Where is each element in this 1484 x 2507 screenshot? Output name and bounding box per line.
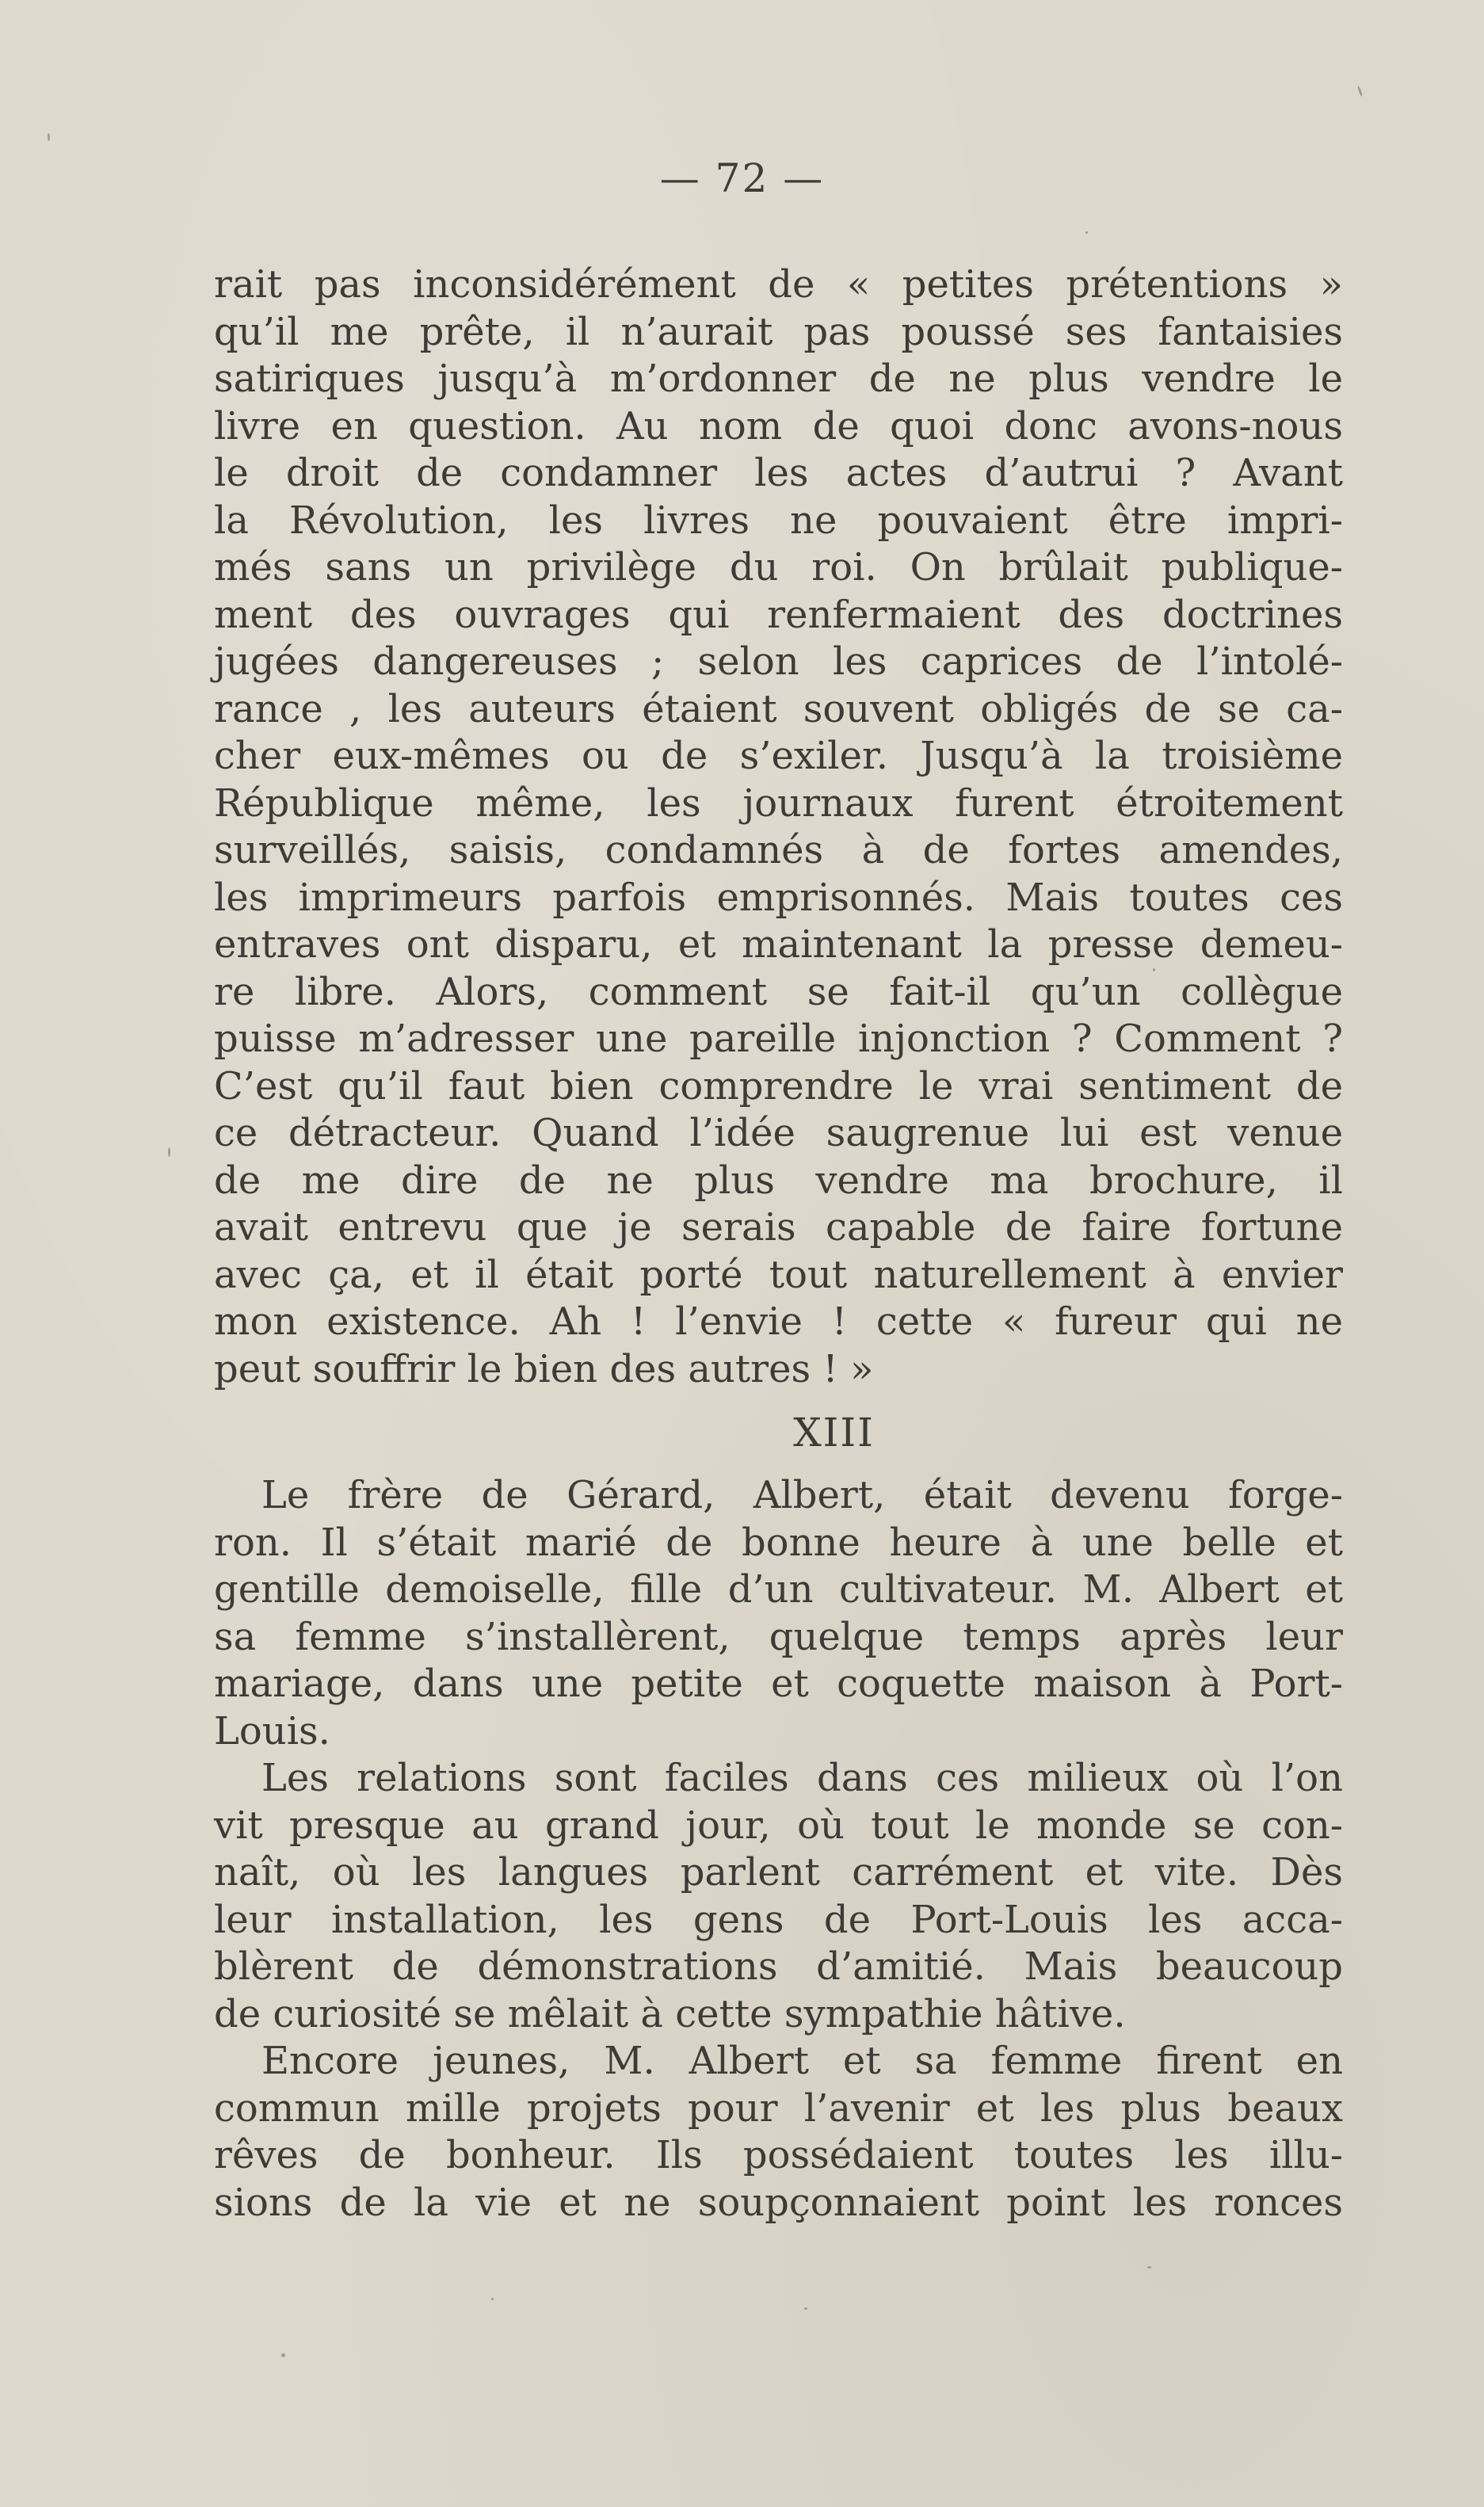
text-line: Le frère de Gérard, Albert, était devenu forge- — [261, 1473, 1343, 1517]
text-line: République même, les journaux furent étroitement — [214, 780, 1343, 826]
text-line: avec ça, et il était porté tout naturellement à envier — [214, 1252, 1343, 1297]
text-line: rêves de bonheur. Ils possédaient toutes les illu- — [214, 2133, 1343, 2177]
paper-speck — [168, 1147, 170, 1157]
text-line: livre en question. Au nom de quoi donc avons-nous — [214, 403, 1343, 448]
text-line: leur installation, les gens de Port-Louis les acca- — [214, 1897, 1343, 1942]
paper-speck — [804, 2307, 807, 2310]
body-text — [214, 261, 1343, 2227]
text-line: rait pas inconsidérément de « petites prétentions » — [214, 262, 1343, 307]
paragraph — [214, 1755, 1343, 2038]
text-line: ron. Il s’était marié de bonne heure à une belle et — [214, 1520, 1343, 1565]
text-line: commun mille projets pour l’avenir et les plus beaux — [214, 2085, 1343, 2131]
paragraph — [214, 2038, 1343, 2227]
text-line: la Révolution, les livres ne pouvaient être impri- — [214, 498, 1343, 543]
text-line: de me dire de ne plus vendre ma brochure, il — [214, 1158, 1343, 1203]
text-line: de curiosité se mêlait à cette sympathie hâtive. — [214, 1991, 1126, 2036]
paper-speck — [48, 133, 50, 141]
text-line: naît, où les langues parlent carrément et vite. Dès — [214, 1850, 1343, 1895]
paper-speck — [281, 2353, 285, 2357]
text-line: rance , les auteurs étaient souvent obligés de se ca- — [214, 686, 1343, 731]
paragraph — [214, 1472, 1343, 1755]
text-line: les imprimeurs parfois emprisonnés. Mais toutes ces — [214, 875, 1343, 920]
text-line: le droit de condamner les actes d’autrui ? Avant — [214, 451, 1343, 495]
page-number: — 72 — — [659, 155, 825, 201]
text-line: jugées dangereuses ; selon les caprices de l’intolé- — [214, 639, 1343, 684]
text-line: sions de la vie et ne soupçonnaient point les ronces — [214, 2180, 1343, 2225]
chapter-heading: XIII — [793, 1410, 875, 1456]
text-line: ce détracteur. Quand l’idée saugrenue lui est venue — [214, 1111, 1343, 1155]
text-line: cher eux-mêmes ou de s’exiler. Jusqu’à la troisième — [214, 734, 1343, 778]
paper-speck — [1147, 2266, 1151, 2269]
paper-speck — [1085, 231, 1088, 234]
text-line: ment des ouvrages qui renfermaient des doctrines — [214, 592, 1343, 637]
text-line: vit presque au grand jour, où tout le monde se con- — [214, 1803, 1343, 1848]
text-line: entraves ont disparu, et maintenant la presse demeu- — [214, 922, 1343, 967]
text-line: Encore jeunes, M. Albert et sa femme firent en — [261, 2039, 1343, 2083]
text-line: mariage, dans une petite et coquette maison à Port- — [214, 1662, 1343, 1706]
text-line: C’est qu’il faut bien comprendre le vrai sentiment de — [214, 1063, 1343, 1108]
text-line: qu’il me prête, il n’aurait pas poussé ses fantaisies — [214, 309, 1343, 354]
text-line: surveillés, saisis, condamnés à de fortes amendes, — [214, 828, 1343, 872]
text-line: re libre. Alors, comment se fait-il qu’un collègue — [214, 969, 1343, 1014]
text-line: Les relations sont faciles dans ces milieux où l’on — [261, 1756, 1343, 1800]
text-line: puisse m’adresser une pareille injonction ? Comment ? — [214, 1017, 1343, 1061]
text-line: més sans un privilège du roi. On brûlait publique- — [214, 545, 1343, 590]
paragraph — [214, 261, 1343, 1393]
text-line: gentille demoiselle, fille d’un cultivateur. M. Albert et — [214, 1567, 1343, 1612]
text-line: peut souffrir le bien des autres ! » — [214, 1346, 874, 1391]
paper-speck — [1357, 86, 1364, 97]
text-line: mon existence. Ah ! l’envie ! cette « fureur qui ne — [214, 1299, 1343, 1344]
paper-speck — [491, 2298, 494, 2300]
text-line: avait entrevu que je serais capable de faire fortune — [214, 1205, 1343, 1250]
text-line: sa femme s’installèrent, quelque temps après leur — [214, 1614, 1343, 1659]
text-line: Louis. — [214, 1708, 330, 1753]
text-line: satiriques jusqu’à m’ordonner de ne plus vendre le — [214, 357, 1343, 401]
text-line: blèrent de démonstrations d’amitié. Mais beaucoup — [214, 1944, 1343, 1989]
